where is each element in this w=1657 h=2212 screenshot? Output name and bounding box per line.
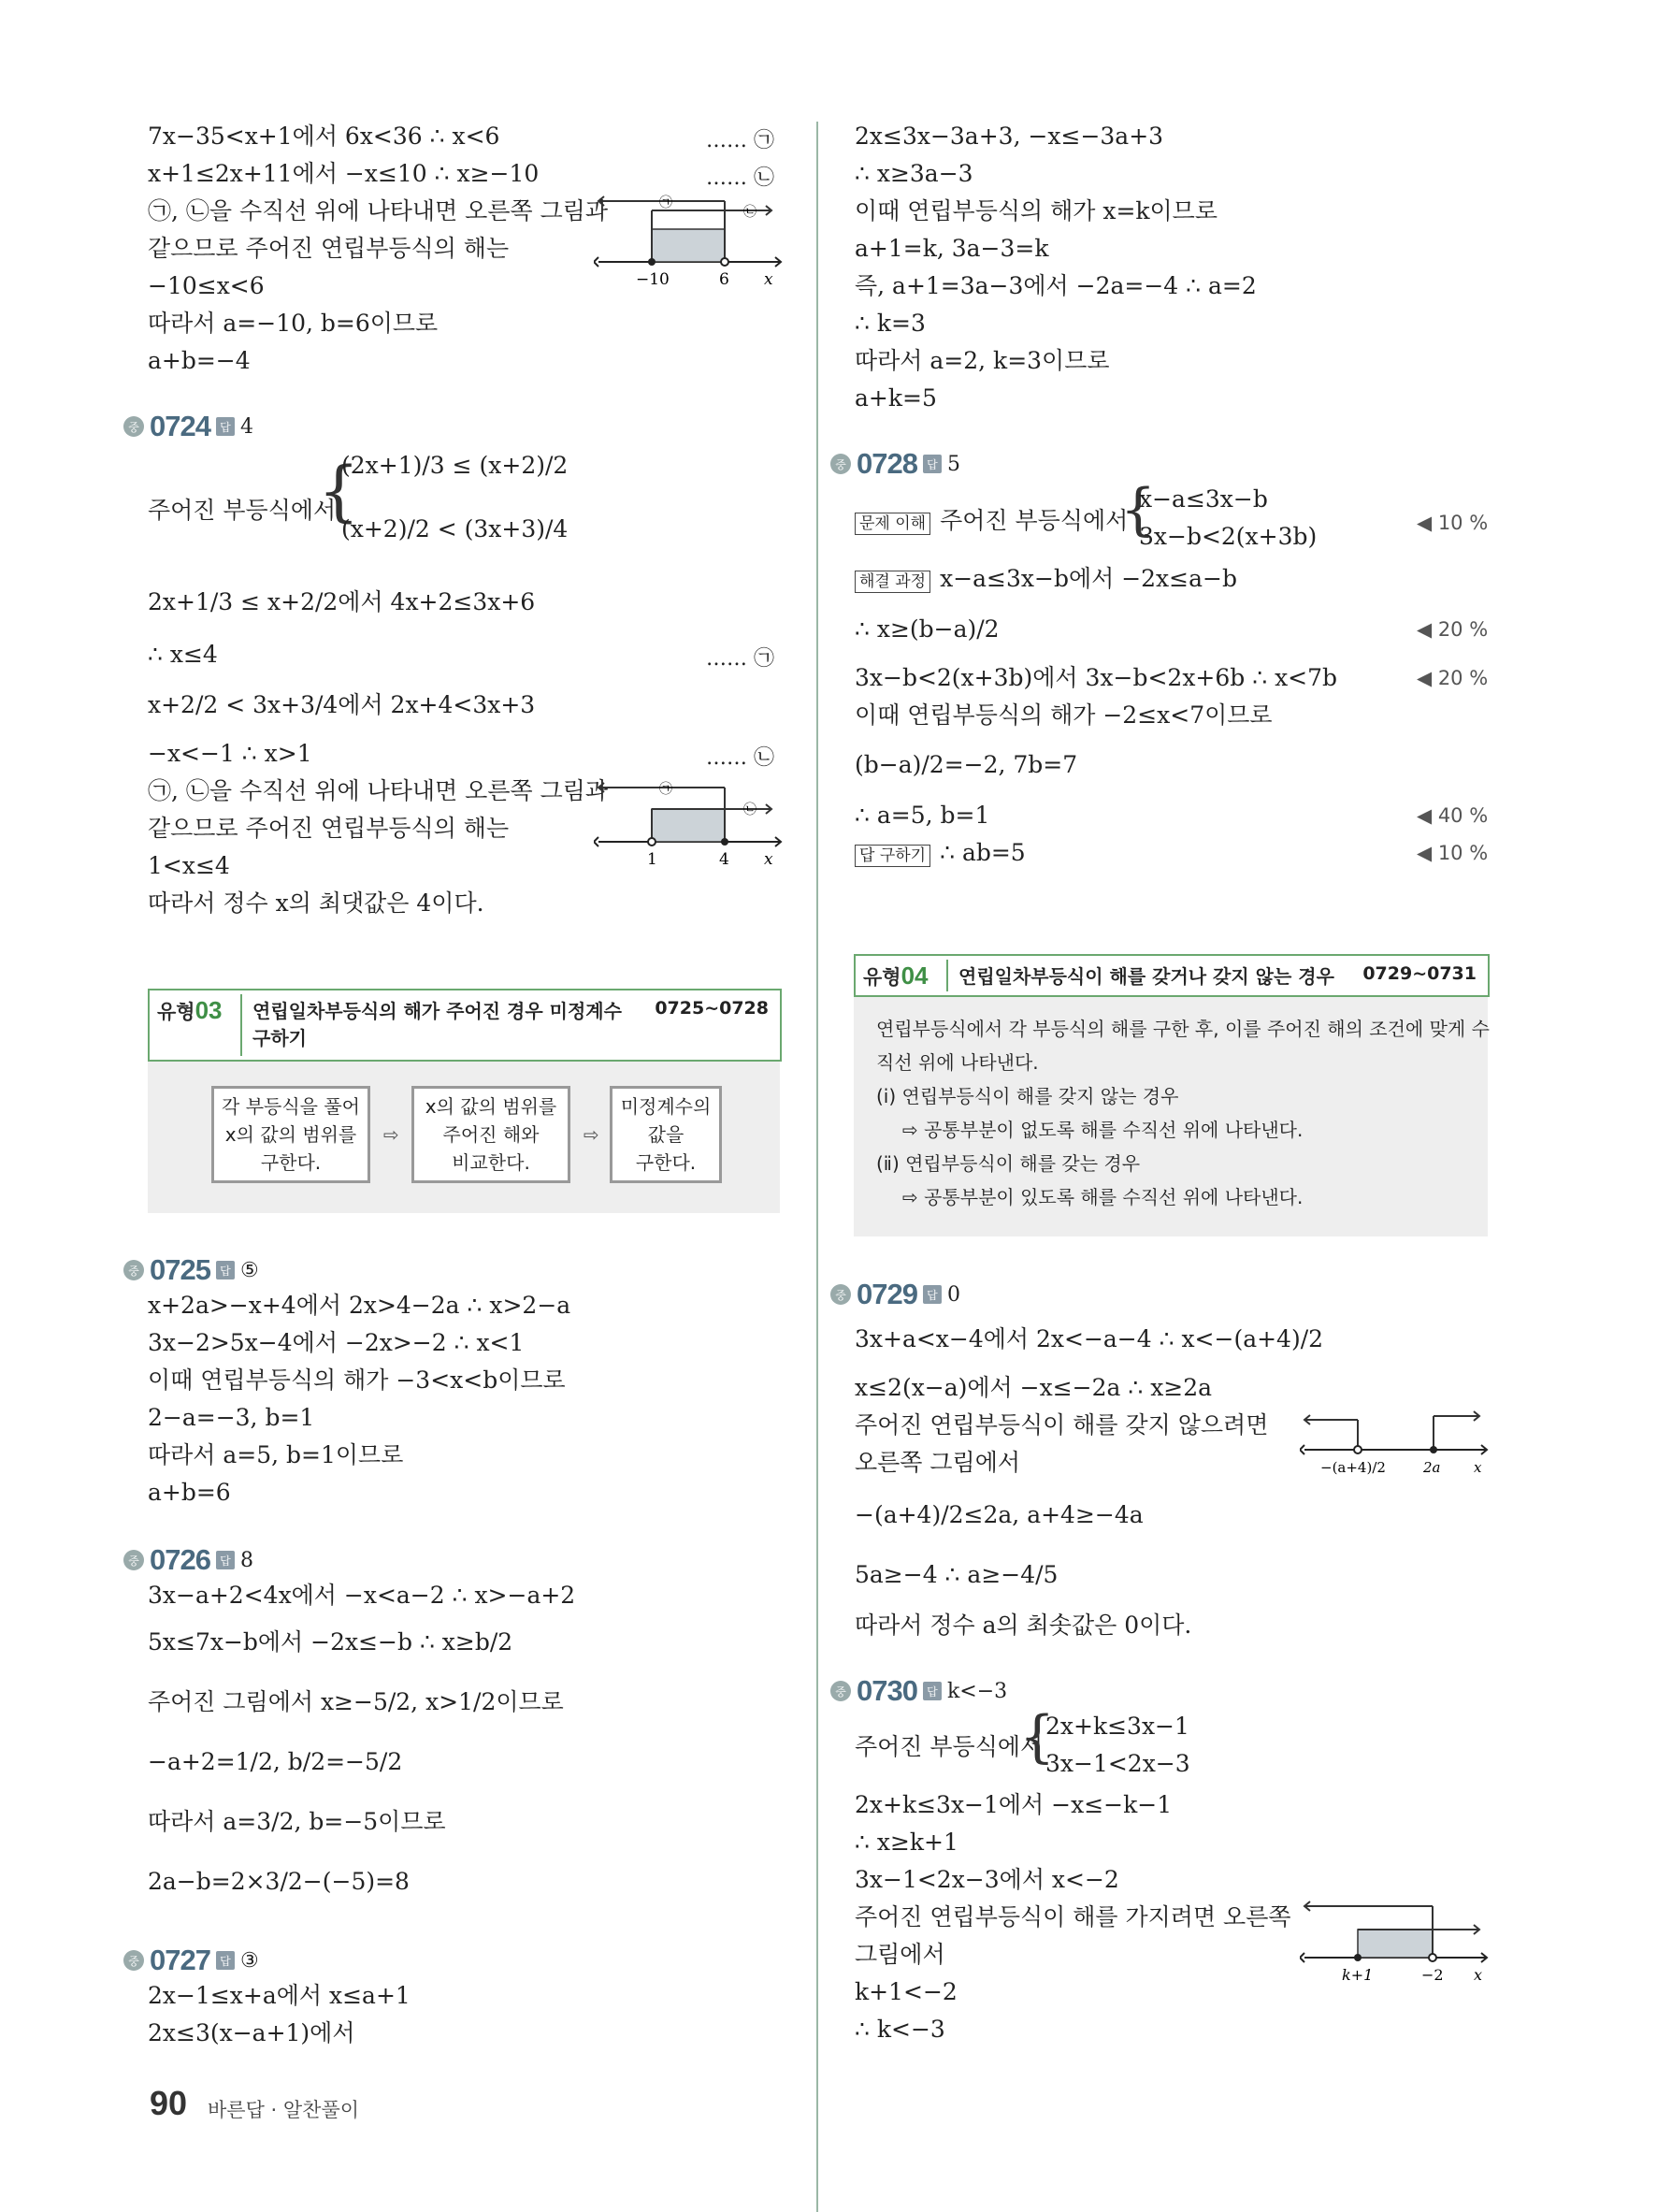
score-percent: ◀ 10 % — [1417, 842, 1489, 864]
problem-number: 0724 — [150, 410, 210, 442]
solution-line: 따라서 a=−10, b=6이므로 — [148, 310, 439, 337]
step-box: x의 값의 범위를 주어진 해와 비교한다. — [411, 1086, 570, 1183]
solution-line: 3x−a+2<4x에서 −x<a−2 ∴ x>−a+2 — [148, 1582, 576, 1609]
score-percent: ◀ 20 % — [1417, 618, 1489, 641]
solution-line: 2x+k≤3x−1에서 −x≤−k−1 — [855, 1791, 1173, 1818]
solution-line: 2x−1≤x+a에서 x≤a+1 — [148, 1982, 411, 2009]
axis-label: x — [764, 850, 773, 869]
step-tag: 문제 이해 — [855, 513, 930, 535]
axis-label: x — [764, 270, 773, 289]
solution-line: 2−a=−3, b=1 — [148, 1404, 315, 1431]
solution-line: k+1<−2 — [855, 1978, 958, 2005]
solution-line: 그림에서 — [855, 1941, 945, 1968]
step-box: 미정계수의 값을 구한다. — [610, 1086, 722, 1183]
solution-line: ∴ a=5, b=1 — [855, 802, 990, 829]
solution-line: 주어진 연립부등식이 해를 갖지 않으려면 — [855, 1411, 1269, 1439]
solution-line: −10≤x<6 — [148, 272, 265, 299]
solution-line: 답 구하기 ∴ ab=5 — [855, 838, 1026, 868]
explanation-line: (ⅱ) 연립부등식이 해를 갖는 경우 — [876, 1152, 1141, 1175]
solution-line: 문제 이해 주어진 부등식에서 — [855, 506, 1128, 536]
book-title: 바른답 · 알찬풀이 — [208, 2099, 360, 2121]
score-percent: ◀ 10 % — [1417, 512, 1489, 534]
tick-label: −2 — [1421, 1966, 1444, 1984]
circle-label: ㉡ — [743, 205, 756, 220]
problem-header-0727: 중 0727 답 ③ — [123, 1944, 259, 1977]
solution-line: 따라서 정수 x의 최댓값은 4이다. — [148, 889, 484, 917]
circle-label: ㉡ — [743, 802, 756, 817]
solution-line: −x<−1 ∴ x>1 — [148, 740, 312, 767]
solution-line: ∴ x≤4 — [148, 641, 218, 668]
number-line-diagram — [1300, 1403, 1496, 1492]
solution-line: x≤2(x−a)에서 −x≤−2a ∴ x≥2a — [855, 1374, 1213, 1401]
solution-line: x+2a>−x+4에서 2x>4−2a ∴ x>2−a — [148, 1292, 571, 1319]
circle-label: ㉠ — [659, 195, 672, 210]
system-line: x−a≤3x−b — [1139, 485, 1268, 513]
solution-line: 이때 연립부등식의 해가 −3<x<b이므로 — [148, 1366, 566, 1394]
solution-line: 3x−b<2(x+3b)에서 3x−b<2x+6b ∴ x<7b — [855, 664, 1338, 691]
solution-line: x+1≤2x+11에서 −x≤10 ∴ x≥−10 — [148, 160, 540, 187]
circle-mark: …… ㉠ — [706, 129, 774, 152]
solution-line: ㉠, ㉡을 수직선 위에 나타내면 오른쪽 그림과 — [148, 197, 609, 224]
system-brace: { — [318, 453, 360, 529]
circle-label: ㉠ — [659, 782, 672, 797]
solution-line: 따라서 a=5, b=1이므로 — [148, 1441, 404, 1468]
solution-line: ∴ x≥k+1 — [855, 1829, 958, 1856]
topic-header-03 — [148, 989, 782, 1062]
solution-line: (b−a)/2=−2, 7b=7 — [855, 751, 1078, 778]
tick-label: −(a+4)/2 — [1320, 1459, 1386, 1476]
problem-header-0724 — [123, 410, 253, 443]
system-line: 3x−b<2(x+3b) — [1139, 523, 1318, 550]
problem-header-0725: 중 0725 답 ⑤ — [123, 1253, 259, 1287]
tick-label: k+1 — [1342, 1966, 1374, 1984]
tick-label: −10 — [636, 270, 670, 289]
circle-mark: …… ㉠ — [706, 647, 774, 671]
step-tag: 답 구하기 — [855, 845, 930, 867]
solution-line: a+b=−4 — [148, 347, 251, 374]
solution-line: 2a−b=2×3/2−(−5)=8 — [148, 1868, 410, 1895]
solution-line: 따라서 정수 a의 최솟값은 0이다. — [855, 1612, 1192, 1639]
solution-line: 주어진 연립부등식이 해를 가지려면 오른쪽 — [855, 1903, 1291, 1930]
number-line-diagram — [594, 192, 790, 295]
topic-range: 0729~0731 — [1362, 963, 1477, 984]
solution-line: a+b=6 — [148, 1479, 231, 1506]
system-line: (x+2)/2 < (3x+3)/4 — [341, 515, 569, 542]
score-percent: ◀ 40 % — [1417, 804, 1489, 827]
answer-badge: 답 — [216, 417, 235, 436]
topic-range: 0725~0728 — [655, 998, 769, 1019]
solution-line: 3x−1<2x−3에서 x<−2 — [855, 1866, 1119, 1893]
topic-explanation-box — [854, 997, 1488, 1236]
solution-line: ∴ k<−3 — [855, 2016, 945, 2043]
tick-label: 4 — [719, 850, 729, 869]
page-number: 90 — [150, 2084, 188, 2122]
solution-line: 2x≤3(x−a+1)에서 — [148, 2019, 355, 2046]
problem-intro: 주어진 부등식에서 — [855, 1733, 1044, 1760]
explanation-line: (ⅰ) 연립부등식이 해를 갖지 않는 경우 — [876, 1085, 1179, 1107]
circle-mark: …… ㉡ — [706, 166, 774, 190]
step-tag: 해결 과정 — [855, 571, 930, 593]
explanation-line: 직선 위에 나타낸다. — [876, 1051, 1039, 1074]
axis-label: x — [1474, 1459, 1482, 1476]
solution-line: 3x+a<x−4에서 2x<−a−4 ∴ x<−(a+4)/2 — [855, 1325, 1324, 1352]
solution-line: x+2/2 < 3x+3/4에서 2x+4<3x+3 — [148, 691, 536, 718]
solution-line: a+1=k, 3a−3=k — [855, 235, 1049, 262]
solution-line: 같으므로 주어진 연립부등식의 해는 — [148, 815, 510, 842]
topic-header-04 — [854, 954, 1490, 997]
solution-line: 3x−2>5x−4에서 −2x>−2 ∴ x<1 — [148, 1329, 525, 1356]
system-brace: { — [1019, 1704, 1056, 1770]
solution-line: ∴ x≥3a−3 — [855, 160, 973, 187]
arrow-icon: ⇨ — [383, 1123, 399, 1146]
tick-label: 1 — [647, 850, 657, 869]
number-line-diagram — [594, 776, 790, 879]
problem-header-0726: 중 0726 답 8 — [123, 1543, 253, 1577]
solution-line: 따라서 a=3/2, b=−5이므로 — [148, 1808, 446, 1835]
system-brace: { — [1120, 477, 1157, 542]
explanation-line: 연립부등식에서 각 부등식의 해를 구한 후, 이를 주어진 해의 조건에 맞게 수 — [876, 1018, 1490, 1040]
solution-line: a+k=5 — [855, 384, 937, 412]
solution-line: 이때 연립부등식의 해가 x=k이므로 — [855, 197, 1218, 224]
solution-line: 1<x≤4 — [148, 852, 230, 879]
topic-label: 유형03 — [157, 996, 223, 1024]
solution-line: 이때 연립부등식의 해가 −2≤x<7이므로 — [855, 701, 1273, 729]
solution-line: ∴ k=3 — [855, 310, 926, 337]
solution-line: 5a≥−4 ∴ a≥−4/5 — [855, 1561, 1059, 1588]
solution-line: 즉, a+1=3a−3에서 −2a=−4 ∴ a=2 — [855, 272, 1257, 299]
topic-label: 유형04 — [863, 961, 929, 990]
solution-line: −a+2=1/2, b/2=−5/2 — [148, 1748, 403, 1775]
problem-header-0730: 중 0730 답 k<−3 — [830, 1674, 1007, 1708]
system-line: 2x+k≤3x−1 — [1045, 1713, 1189, 1740]
topic-title: 연립일차부등식이 해를 갖거나 갖지 않는 경우 — [958, 965, 1334, 988]
solution-line: ㉠, ㉡을 수직선 위에 나타내면 오른쪽 그림과 — [148, 777, 609, 804]
problem-header-0729: 중 0729 답 0 — [830, 1278, 960, 1311]
score-percent: ◀ 20 % — [1417, 667, 1489, 689]
arrow-icon: ⇨ — [584, 1123, 599, 1146]
level-badge: 중 — [123, 416, 144, 437]
topic-title: 연립일차부등식의 해가 주어진 경우 미정계수 구하기 — [252, 1000, 622, 1049]
solution-line: 따라서 a=2, k=3이므로 — [855, 347, 1110, 374]
solution-line: 해결 과정 x−a≤3x−b에서 −2x≤a−b — [855, 564, 1237, 594]
tick-label: 6 — [719, 270, 729, 289]
tick-label: 2a — [1423, 1459, 1441, 1476]
solution-line: 2x≤3x−3a+3, −x≤−3a+3 — [855, 123, 1164, 150]
explanation-line: ⇨ 공통부분이 없도록 해를 수직선 위에 나타낸다. — [902, 1119, 1304, 1141]
explanation-line: ⇨ 공통부분이 있도록 해를 수직선 위에 나타낸다. — [902, 1186, 1304, 1208]
column-divider — [816, 122, 818, 2212]
topic-steps-box — [148, 1062, 780, 1213]
system-line: (2x+1)/3 ≤ (x+2)/2 — [341, 452, 569, 479]
problem-intro: 주어진 부등식에서 — [148, 497, 337, 524]
solution-line: 주어진 그림에서 x≥−5/2, x>1/2이므로 — [148, 1688, 564, 1715]
circle-mark: …… ㉡ — [706, 746, 774, 770]
solution-line: 2x+1/3 ≤ x+2/2에서 4x+2≤3x+6 — [148, 588, 536, 615]
problem-header-0728: 중 0728 답 5 — [830, 447, 960, 481]
solution-line: −(a+4)/2≤2a, a+4≥−4a — [855, 1501, 1144, 1528]
number-line-diagram — [1300, 1897, 1496, 1995]
solution-line: 7x−35<x+1에서 6x<36 ∴ x<6 — [148, 123, 500, 150]
solution-line: 5x≤7x−b에서 −2x≤−b ∴ x≥b/2 — [148, 1628, 513, 1655]
solution-line: 오른쪽 그림에서 — [855, 1449, 1020, 1476]
system-line: 3x−1<2x−3 — [1045, 1750, 1190, 1777]
answer-value: 4 — [239, 414, 253, 439]
step-box: 각 부등식을 풀어 x의 값의 범위를 구한다. — [211, 1086, 370, 1183]
axis-label: x — [1474, 1966, 1483, 1984]
solution-line: ∴ x≥(b−a)/2 — [855, 615, 1000, 643]
solution-line: 같으므로 주어진 연립부등식의 해는 — [148, 235, 510, 262]
